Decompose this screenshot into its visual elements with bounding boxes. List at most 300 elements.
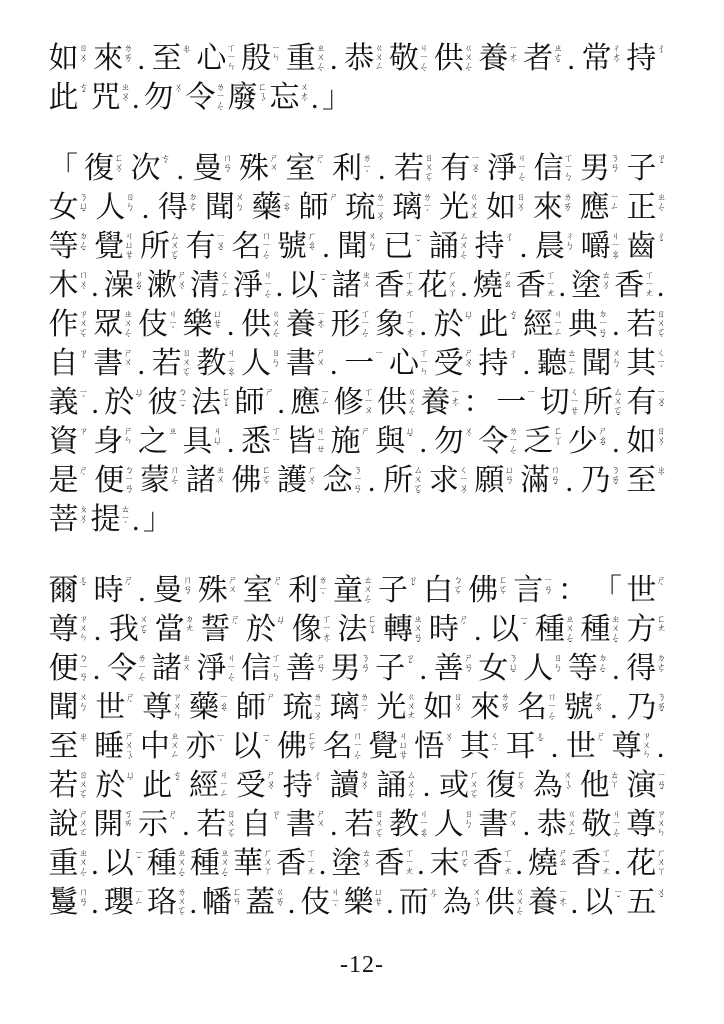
- punctuation: .: [93, 614, 102, 647]
- ruby-char: [528, 847, 570, 880]
- zhuyin-annotation: ㄕ ㄨ: [316, 809, 326, 828]
- han-character: 以: [583, 886, 614, 919]
- ruby-char: [433, 347, 475, 380]
- zhuyin-annotation: ㄕ ㄨ ㄛ: [79, 809, 89, 837]
- ruby-char: [48, 308, 90, 345]
- zhuyin-annotation: ㄐ ㄧ ㄥ ˋ: [517, 153, 527, 190]
- ruby-char: [429, 847, 471, 880]
- han-character: 以: [489, 613, 520, 646]
- ruby-char: [581, 347, 623, 380]
- ruby-char: [48, 42, 90, 75]
- han-character: 教: [196, 347, 227, 380]
- zhuyin-annotation: ㄓ ㄨ ㄥ ˇ: [611, 614, 621, 651]
- zhuyin-annotation: ㄧ ˇ: [613, 887, 623, 906]
- han-character: 至: [48, 730, 79, 763]
- han-character: 以: [288, 269, 319, 302]
- text-line: [48, 191, 668, 229]
- punctuation: .: [330, 348, 338, 381]
- han-character: 求: [428, 464, 459, 497]
- zhuyin-annotation: ㄓ ㄨ: [361, 270, 371, 289]
- han-character: 來: [532, 191, 563, 224]
- zhuyin-annotation: ㄐ ㄩ ㄝ ˊ: [398, 731, 408, 768]
- zhuyin-annotation: ㄌ ㄨ ㄛ ˋ: [177, 887, 187, 924]
- zhuyin-annotation: ㄊ ㄨ ㄥ ˊ: [363, 575, 373, 612]
- han-character: 持: [282, 769, 313, 802]
- han-character: 琉: [282, 691, 313, 724]
- han-character: 諸: [185, 464, 216, 497]
- punctuation: .: [132, 82, 140, 115]
- ruby-char: [580, 613, 622, 650]
- ruby-char: [290, 386, 332, 419]
- han-character: 香: [374, 847, 405, 880]
- han-character: 世: [626, 574, 657, 607]
- ruby-char: [146, 847, 188, 884]
- han-character: 種: [534, 613, 565, 646]
- ruby-char: [48, 191, 90, 224]
- zhuyin-annotation: ㄕ ㄨ ˋ: [177, 270, 187, 298]
- han-character: 供: [241, 308, 272, 341]
- zhuyin-annotation: ㄍ ㄨ ㄥ ˋ: [271, 309, 281, 346]
- zhuyin-annotation: ㄈ ㄢ: [232, 887, 242, 906]
- ruby-char: [185, 730, 227, 763]
- zhuyin-annotation: ㄨ ˋ: [444, 731, 454, 750]
- ruby-char: [329, 691, 371, 724]
- han-character: 若: [151, 347, 182, 380]
- zhuyin-annotation: ㄦ ˇ: [536, 731, 546, 750]
- text-line: [48, 652, 668, 690]
- zhuyin-annotation: ㄓ ㄨ: [182, 653, 192, 672]
- zhuyin-annotation: ㄈ ㄚ ˇ: [367, 614, 377, 642]
- zhuyin-annotation: ㄨ ㄟ ˋ: [563, 770, 573, 798]
- ruby-char: [300, 886, 342, 919]
- zhuyin-annotation: ㄕ ˋ: [316, 153, 326, 172]
- han-character: 復: [485, 769, 516, 802]
- ruby-char: [478, 42, 520, 75]
- punctuation: .: [612, 426, 620, 459]
- zhuyin-annotation: ㄓ ㄨ: [216, 465, 226, 484]
- ruby-char: [137, 308, 179, 341]
- ruby-char: [330, 425, 372, 458]
- punctuation: .: [91, 270, 99, 303]
- han-character: 養: [285, 308, 316, 341]
- ruby-char: [276, 847, 318, 880]
- zhuyin-annotation: ㄌ ㄧ ㄥ ˋ: [508, 426, 518, 463]
- han-character: 滿: [520, 464, 551, 497]
- han-character: 嚼: [580, 230, 611, 263]
- zhuyin-annotation: ㄔ ˊ: [508, 348, 518, 367]
- han-character: 悉: [241, 425, 272, 458]
- han-character: 光: [376, 691, 407, 724]
- han-character: 轉: [383, 613, 414, 646]
- zhuyin-annotation: ㄌ ㄧ ㄥ ˋ: [137, 653, 147, 690]
- text-line: [48, 386, 668, 424]
- zhuyin-annotation: ㄩ ˊ: [125, 770, 135, 789]
- zhuyin-annotation: ㄔ ㄣ ˊ: [565, 231, 575, 259]
- zhuyin-annotation: ㄒ ㄧ ㄤ: [546, 270, 556, 298]
- ruby-char: [90, 81, 132, 114]
- zhuyin-annotation: ㄕ ㄠ ˇ: [598, 426, 608, 454]
- ruby-char: [234, 386, 276, 419]
- han-character: 書: [285, 808, 316, 841]
- han-character: 乃: [580, 464, 611, 497]
- zhuyin-annotation: ㄧ ㄥ: [134, 887, 144, 906]
- punctuation: .: [92, 653, 101, 686]
- zhuyin-annotation: ㄗ ˋ: [79, 348, 89, 367]
- ruby-char: [523, 425, 565, 458]
- ruby-char: [523, 308, 565, 341]
- zhuyin-annotation: ㄓ ㄨ ㄥ ˇ: [565, 614, 575, 651]
- han-character: 樂: [182, 308, 213, 341]
- ruby-char: [137, 808, 179, 841]
- zhuyin-annotation: ㄗ ˇ: [408, 575, 418, 594]
- zhuyin-annotation: ㄧ ˇ: [413, 231, 423, 250]
- han-character: 當: [154, 613, 185, 646]
- zhuyin-annotation: ㄧ ˇ: [134, 848, 144, 867]
- zhuyin-annotation: ㄅ ㄧ ㄢ ˋ: [124, 465, 134, 502]
- ruby-char: [383, 464, 425, 501]
- han-character: 善: [433, 652, 464, 685]
- han-character: 花: [417, 269, 448, 302]
- han-character: 子: [375, 652, 406, 685]
- ruby-char: [48, 652, 90, 689]
- ruby-char: [285, 808, 327, 841]
- han-character: 時: [428, 613, 459, 646]
- han-character: 廢: [227, 81, 258, 114]
- punctuation: .: [132, 504, 140, 537]
- zhuyin-annotation: ㄕ ˋ: [656, 575, 666, 594]
- ruby-char: [626, 386, 668, 419]
- punctuation: .: [419, 426, 427, 459]
- ruby-char: [567, 652, 609, 685]
- han-character: 忘: [269, 81, 300, 114]
- han-character: 耳: [505, 730, 536, 763]
- han-character: 師: [298, 191, 329, 224]
- han-character: 殷: [241, 42, 272, 75]
- ruby-char: [536, 347, 578, 380]
- ruby-char: [583, 886, 625, 919]
- ruby-char: [532, 191, 574, 224]
- zhuyin-annotation: ㄋ ㄢ ˊ: [610, 153, 620, 181]
- zhuyin-annotation: ㄖ ㄨ ˊ: [516, 192, 526, 220]
- han-character: 信: [241, 652, 272, 685]
- han-character: 子: [378, 574, 408, 607]
- zhuyin-annotation: ㄌ ㄞ ˊ: [563, 192, 573, 220]
- han-character: 如: [423, 691, 454, 724]
- han-character: 像: [291, 613, 322, 646]
- ruby-char: [383, 230, 425, 263]
- zhuyin-annotation: ㄧ ㄤ ˋ: [508, 43, 518, 71]
- zhuyin-annotation: ㄧ ˋ: [79, 387, 89, 406]
- zhuyin-annotation: ㄓ ㄨ ㄢ ˇ: [413, 614, 423, 651]
- han-character: 時: [93, 574, 124, 607]
- zhuyin-annotation: ㄍ ㄨ ㄥ ˋ: [407, 387, 417, 424]
- ruby-char: [571, 269, 613, 302]
- zhuyin-annotation: ㄐ ㄧ ㄥ ˋ: [263, 270, 273, 307]
- zhuyin-annotation: ㄙ ㄨ ㄥ ˋ: [459, 231, 469, 268]
- han-character: 淨: [487, 152, 517, 185]
- text-line: [48, 613, 668, 651]
- zhuyin-annotation: ㄕ ㄠ: [503, 270, 513, 289]
- ruby-char: [151, 347, 193, 384]
- han-character: 佛: [231, 464, 262, 497]
- ruby-char: [48, 503, 90, 536]
- ruby-char: [433, 652, 475, 685]
- han-character: 身: [93, 425, 124, 458]
- ruby-char: [375, 425, 417, 458]
- ruby-char: [48, 425, 90, 458]
- zhuyin-annotation: ㄊ ㄧ ㄥ: [567, 348, 577, 376]
- ruby-char: [378, 574, 420, 607]
- zhuyin-annotation: ㄓ ㄨ ㄥ ˋ: [316, 43, 326, 80]
- text-body: [48, 42, 668, 924]
- han-character: 尊: [48, 613, 79, 646]
- han-character: 佛: [277, 730, 308, 763]
- ruby-char: [626, 425, 668, 458]
- ruby-char: [626, 308, 668, 345]
- zhuyin-annotation: ㄐ ㄧ ㄥ ˋ: [226, 653, 236, 690]
- punctuation: .: [522, 809, 531, 842]
- han-character: 持: [478, 347, 509, 380]
- zhuyin-annotation: ㄉ ㄧ ㄢ ˇ: [598, 309, 608, 346]
- ruby-char: [345, 191, 387, 228]
- han-character: 利: [332, 152, 362, 185]
- zhuyin-annotation: ㄗ ˇ: [405, 653, 415, 672]
- ruby-char: [48, 691, 90, 724]
- han-character: 養: [478, 42, 509, 75]
- zhuyin-annotation: ㄒ ㄧ ㄤ: [404, 270, 414, 298]
- han-character: 而: [398, 886, 429, 919]
- han-character: 五: [626, 886, 657, 919]
- zhuyin-annotation: ㄓ ㄨ ㄥ: [170, 731, 180, 759]
- han-character: 白: [423, 574, 454, 607]
- han-character: 號: [563, 691, 594, 724]
- text-line: [48, 574, 668, 612]
- han-character: 人: [95, 191, 126, 224]
- zhuyin-annotation: ㄓ ˋ: [182, 43, 192, 62]
- ruby-char: [130, 152, 172, 185]
- ruby-char: [282, 769, 324, 802]
- ruby-char: [93, 574, 135, 607]
- han-character: 佛: [468, 574, 499, 607]
- zhuyin-annotation: ㄓ ㄡ ˋ: [121, 82, 131, 110]
- han-character: 藥: [251, 191, 282, 224]
- han-character: 女: [478, 652, 509, 685]
- zhuyin-annotation: ㄖ ㄨ ˊ: [453, 692, 463, 720]
- ruby-char: [233, 847, 275, 880]
- punctuation: .: [570, 887, 579, 920]
- zhuyin-annotation: ㄅ ㄧ ㄢ ˋ: [79, 653, 89, 690]
- ruby-char: [428, 464, 470, 501]
- ruby-char: [611, 730, 653, 763]
- han-character: 清: [189, 269, 220, 302]
- ruby-char: [104, 386, 146, 419]
- han-character: 敬: [581, 808, 612, 841]
- punctuation: .: [460, 270, 468, 303]
- ruby-char: [239, 152, 281, 185]
- text-line: [48, 503, 668, 536]
- han-character: 自: [48, 347, 79, 380]
- ruby-char: [84, 152, 126, 185]
- han-character: 乏: [523, 425, 554, 458]
- ruby-char: [433, 308, 475, 341]
- han-character: 恭: [536, 808, 567, 841]
- punctuation: .: [138, 575, 146, 608]
- text-line: [48, 886, 668, 924]
- han-character: 至: [151, 42, 182, 75]
- zhuyin-annotation: ㄊ ㄨ ˊ: [361, 848, 371, 876]
- han-character: 齒: [626, 230, 657, 263]
- zhuyin-annotation: ㄗ ˋ: [271, 809, 281, 828]
- ruby-char: [95, 691, 137, 724]
- han-character: 一: [496, 386, 527, 419]
- ruby-char: [95, 769, 137, 802]
- ruby-char: [414, 730, 456, 763]
- ruby-char: [392, 191, 434, 224]
- han-character: 若: [394, 152, 424, 185]
- han-character: 法: [191, 386, 222, 419]
- zhuyin-annotation: ㄏ ㄠ ˋ: [307, 231, 317, 259]
- han-character: 幡: [202, 886, 233, 919]
- ruby-char: [48, 386, 90, 419]
- ruby-char: [515, 269, 557, 302]
- han-character: 藥: [189, 691, 220, 724]
- ruby-char: [277, 464, 319, 497]
- zhuyin-annotation: ㄏ ㄨ ˋ: [307, 465, 317, 493]
- han-character: 乃: [626, 691, 657, 724]
- zhuyin-annotation: ㄇ ㄢ ˊ: [79, 887, 89, 915]
- han-character: 願: [474, 464, 505, 497]
- zhuyin-annotation: ㄒ ㄧ: [271, 426, 281, 445]
- zhuyin-annotation: ㄓ ㄨ ㄥ ˋ: [79, 848, 89, 885]
- han-character: 復: [84, 152, 114, 185]
- zhuyin-annotation: ㄒ ㄧ ㄣ: [419, 348, 429, 376]
- han-character: 若: [626, 308, 657, 341]
- ruby-char: [581, 808, 623, 845]
- zhuyin-annotation: ㄈ ㄨ ˋ: [114, 153, 124, 181]
- zhuyin-annotation: ㄕ ˋ: [273, 575, 283, 594]
- ruby-char: [472, 269, 514, 302]
- zhuyin-annotation: ㄕ ㄨ: [269, 153, 279, 172]
- zhuyin-annotation: ㄇ ㄧ ㄥ ˊ: [261, 231, 271, 268]
- han-character: 曼: [192, 152, 223, 185]
- ruby-char: [151, 652, 193, 685]
- zhuyin-annotation: ㄌ ㄧ ˋ: [318, 575, 328, 603]
- ruby-char: [93, 347, 135, 380]
- zhuyin-annotation: ㄖ ㄨ ㄛ ˋ: [424, 153, 434, 190]
- han-character: 方: [626, 613, 657, 646]
- han-character: 便: [94, 464, 125, 497]
- ruby-char: [377, 386, 419, 423]
- text-line: [48, 730, 668, 768]
- zhuyin-annotation: ㄨ ˇ: [656, 887, 666, 906]
- ruby-char: [330, 308, 372, 345]
- zhuyin-annotation: ㄉ ㄤ: [185, 614, 195, 633]
- han-character: 受: [235, 769, 266, 802]
- zhuyin-annotation: ㄐ ㄧ ㄠ ˋ: [419, 809, 429, 846]
- han-character: 此: [142, 769, 173, 802]
- han-character: 誦: [428, 230, 459, 263]
- han-character: 聞: [48, 691, 79, 724]
- ruby-char: [298, 191, 340, 224]
- han-character: 於: [95, 769, 126, 802]
- ruby-char: [233, 269, 275, 306]
- ruby-char: [48, 347, 90, 380]
- han-character: 種: [146, 847, 177, 880]
- han-character: 誦: [376, 769, 407, 802]
- ruby-char: [394, 152, 436, 189]
- ruby-char: [152, 574, 194, 607]
- ruby-char: [139, 230, 181, 267]
- zhuyin-annotation: ㄕ ㄣ: [123, 426, 133, 445]
- han-character: 以: [231, 730, 262, 763]
- zhuyin-annotation: ㄍ ㄨ ㄥ: [374, 43, 384, 71]
- zhuyin-annotation: ㄒ ㄧ ㄤ: [601, 848, 611, 876]
- zhuyin-annotation: ㄔ ˊ: [656, 43, 666, 62]
- ruby-char: [322, 464, 364, 501]
- han-character: 木: [48, 269, 79, 302]
- ruby-char: [626, 230, 668, 263]
- ruby-char: [441, 886, 483, 919]
- zhuyin-annotation: ㄑ ㄧ ˊ: [656, 348, 666, 376]
- punctuation: .: [287, 887, 296, 920]
- han-character: 等: [48, 230, 79, 263]
- ruby-char: [191, 386, 233, 419]
- han-character: 聞: [581, 347, 612, 380]
- zhuyin-annotation: ㄋ ㄞ ˇ: [656, 692, 666, 720]
- ruby-char: [242, 574, 284, 607]
- zhuyin-annotation: ㄐ ㄩ ㄝ ˊ: [124, 231, 134, 268]
- zhuyin-annotation: ㄒ ㄧ ㄤ: [306, 848, 316, 876]
- punctuation: 「: [48, 152, 78, 185]
- zhuyin-annotation: ㄌ ㄧ ㄥ ˋ: [216, 82, 226, 119]
- zhuyin-annotation: ㄐ ㄧ ˋ: [330, 887, 340, 915]
- ruby-char: [241, 42, 283, 75]
- ruby-char: [626, 191, 668, 224]
- ruby-char: [388, 808, 430, 845]
- han-character: 瓔: [103, 886, 134, 919]
- zhuyin-annotation: ㄌ ㄞ ˊ: [500, 692, 510, 720]
- zhuyin-annotation: ㄕ: [264, 387, 274, 397]
- punctuation: ：: [557, 574, 588, 607]
- ruby-char: [146, 886, 188, 923]
- ruby-char: [48, 464, 90, 497]
- han-character: 此: [478, 308, 509, 341]
- han-character: 所: [383, 464, 414, 497]
- ruby-char: [241, 347, 283, 380]
- ruby-char: [137, 425, 179, 458]
- punctuation: .: [378, 153, 386, 186]
- punctuation: .: [419, 309, 427, 342]
- ruby-char: [291, 613, 333, 650]
- ruby-char: [90, 503, 132, 536]
- ruby-char: [231, 730, 273, 763]
- ruby-char: [158, 191, 200, 224]
- zhuyin-annotation: ㄧ ㄠ ˋ: [219, 692, 229, 720]
- ruby-char: [146, 269, 188, 302]
- ruby-char: [142, 769, 184, 802]
- zhuyin-annotation: ㄕ ˋ: [230, 614, 240, 633]
- zhuyin-annotation: ㄧ ㄥ: [320, 387, 330, 406]
- zhuyin-annotation: ㄐ ㄧ ㄥ: [219, 770, 229, 798]
- han-character: 利: [287, 574, 318, 607]
- ruby-char: [533, 152, 575, 189]
- text-line: [48, 464, 668, 502]
- zhuyin-annotation: ㄍ ㄞ ˋ: [275, 887, 285, 915]
- han-character: 童: [332, 574, 363, 607]
- paragraph: [48, 152, 668, 536]
- paragraph: [48, 574, 668, 924]
- zhuyin-annotation: ㄩ ˊ: [134, 387, 144, 406]
